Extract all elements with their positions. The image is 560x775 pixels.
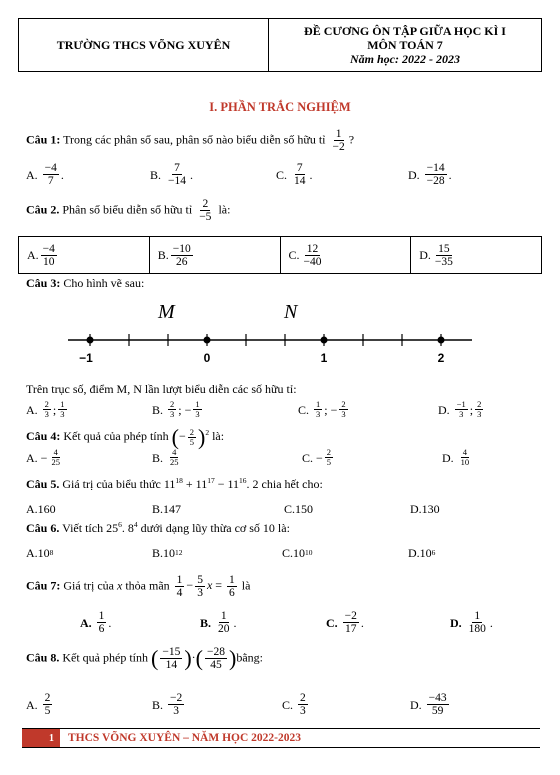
q4-option-d[interactable]: D. $\frac{4}{10}$ — [442, 447, 470, 467]
tick-label-1: 1 — [320, 351, 328, 365]
q2-option-a[interactable]: A. $\frac{-4}{10}$ — [19, 237, 150, 273]
q3-option-c[interactable]: C. $\frac{1}{3}$ ; − $\frac{2}{3}$ — [298, 399, 346, 419]
q1-option-a[interactable]: A. $\frac{-4}{7}$ . — [26, 162, 64, 187]
question-3-prompt: Trên trục số, điểm M, N lần lượt biểu diễn các số hữu tỉ: — [26, 382, 297, 396]
question-2-text: Phân số biểu diễn số hữu tỉ — [62, 202, 193, 217]
q4-expression: (− $\frac{2}{5}$ )$^2$ — [171, 424, 210, 450]
q3-option-b[interactable]: B. $\frac{2}{3}$ ; − $\frac{1}{3}$ — [152, 399, 200, 419]
q6-expression: $25^6$. $8^4$ — [106, 520, 138, 535]
q7-option-b[interactable]: B. $\frac{1}{20}$ . — [200, 610, 237, 635]
q4-option-b[interactable]: B. $\frac{4}{25}$ — [152, 447, 179, 467]
q4-option-c[interactable]: C. − $\frac{2}{5}$ — [302, 447, 332, 467]
question-1: Câu 1: Trong các phân số sau, phân số nào biểu diễn số hữu tỉ $\frac{1}{-2}$ ? — [26, 128, 355, 153]
q5-option-d[interactable]: D. 130 — [410, 502, 440, 516]
q6-option-a[interactable]: A. 10 8 — [26, 546, 54, 560]
tick-label-minus-1: −1 — [79, 351, 93, 365]
point-one — [321, 337, 328, 344]
question-3: Câu 3: Cho hình vẽ sau: — [26, 276, 145, 290]
footer-text: THCS VÕNG XUYÊN – NĂM HỌC 2022-2023 — [68, 732, 301, 744]
q1-option-c[interactable]: C. $\frac{7}{14}$ . — [276, 162, 313, 187]
q1-option-d[interactable]: D. $\frac{-14}{-28}$ . — [408, 162, 452, 187]
school-name: TRƯỜNG THCS VÕNG XUYÊN — [19, 19, 269, 71]
q7-option-d[interactable]: D. $\frac{1}{180}$ . — [450, 610, 493, 635]
question-5: Câu 5. Giá trị của biểu thức $11^{18} + 11^{17} - 11^{16}$. 2 chia hết cho: — [26, 476, 323, 491]
q5-expression: $11^{18} + 11^{17} - 11^{16}$. 2 — [163, 476, 259, 491]
question-4: Câu 4: Kết quả của phép tính (− $\frac{2}{5}$ )$^2$ là: — [26, 424, 225, 450]
point-zero — [204, 337, 211, 344]
document-title-block — [269, 19, 541, 71]
q2-options-table — [18, 236, 542, 274]
q5-option-b[interactable]: B. 147 — [152, 502, 182, 516]
section-title: I. PHẦN TRẮC NGHIỆM — [209, 100, 351, 114]
document-header — [18, 18, 542, 72]
question-1-fraction: $\frac{1}{-2}$ — [332, 128, 345, 153]
q7-equation: $\frac{1}{4}$ − $\frac{5}{3}$ x = $\frac{1}{6}$ — [176, 574, 235, 599]
school-year: Năm học: 2022 - 2023 — [350, 52, 460, 66]
number-line-svg — [60, 296, 480, 376]
q8-option-d[interactable]: D. $\frac{-43}{59}$ — [410, 692, 447, 717]
q6-option-b[interactable]: B. 10 12 — [152, 546, 183, 560]
q3-option-a[interactable]: A. $\frac{2}{3}$ ; $\frac{1}{3}$ — [26, 399, 65, 419]
tick-label-0: 0 — [203, 351, 211, 365]
q8-option-a[interactable]: A. $\frac{2}{5}$ — [26, 692, 51, 717]
q3-option-d[interactable]: D. $\frac{-1}{3}$ ; $\frac{2}{3}$ — [438, 399, 482, 419]
q6-option-c[interactable]: C. 10 10 — [282, 546, 313, 560]
question-1-text: Trong các phân số sau, phân số nào biểu diễn số hữu tỉ — [63, 132, 326, 147]
page-number: 1 — [22, 729, 60, 747]
q8-option-b[interactable]: B. $\frac{-2}{3}$ — [152, 692, 183, 717]
point-minus-1 — [87, 337, 94, 344]
question-7: Câu 7: Giá trị của x thỏa mãn $\frac{1}{4}$ − $\frac{5}{3}$ x = $\frac{1}{6}$ là — [26, 574, 251, 599]
question-2: Câu 2. Phân số biểu diễn số hữu tỉ $\frac{2}{-5}$ là: — [26, 198, 231, 223]
question-6: Câu 6. Viết tích $25^6$. $8^4$ dưới dạng lũy thừa cơ số 10 là: — [26, 520, 290, 535]
page-footer — [22, 728, 540, 748]
q7-option-a[interactable]: A. $\frac{1}{6}$ . — [80, 610, 112, 635]
q6-option-d[interactable]: D. 10 6 — [408, 546, 436, 560]
q1-option-b[interactable]: B. $\frac{7}{-14}$ . — [150, 162, 194, 187]
q5-option-a[interactable]: A. 160 — [26, 502, 56, 516]
question-1-label: Câu 1: — [26, 132, 61, 147]
document-title: ĐỀ CƯƠNG ÔN TẬP GIỮA HỌC KÌ I — [304, 24, 506, 38]
q8-expression: ( $\frac{-15}{14}$ )·( $\frac{-28}{45}$ ) — [151, 645, 237, 671]
point-m-label: M — [158, 301, 175, 323]
q5-option-c[interactable]: C. 150 — [284, 502, 314, 516]
tick-label-2: 2 — [437, 351, 445, 365]
question-2-fraction: $\frac{2}{-5}$ — [199, 198, 212, 223]
q7-option-c[interactable]: C. $\frac{-2}{17}$ . — [326, 610, 364, 635]
question-8: Câu 8. Kết quả phép tính ( $\frac{-15}{14}$ )·( $\frac{-28}{45}$ )bằng: — [26, 645, 263, 671]
point-two — [438, 337, 445, 344]
q8-option-c[interactable]: C. $\frac{2}{3}$ — [282, 692, 306, 717]
number-line-figure — [60, 296, 480, 376]
q4-option-a[interactable]: A. − $\frac{4}{25}$ — [26, 447, 60, 467]
point-n-label: N — [284, 301, 298, 323]
q2-option-d[interactable]: D. $\frac{15}{-35}$ — [419, 242, 453, 268]
q2-option-c[interactable]: C. $\frac{12}{-40}$ — [281, 237, 412, 273]
q2-option-b[interactable]: B. $\frac{-10}{26}$ — [150, 237, 281, 273]
subject-title: MÔN TOÁN 7 — [367, 38, 443, 52]
